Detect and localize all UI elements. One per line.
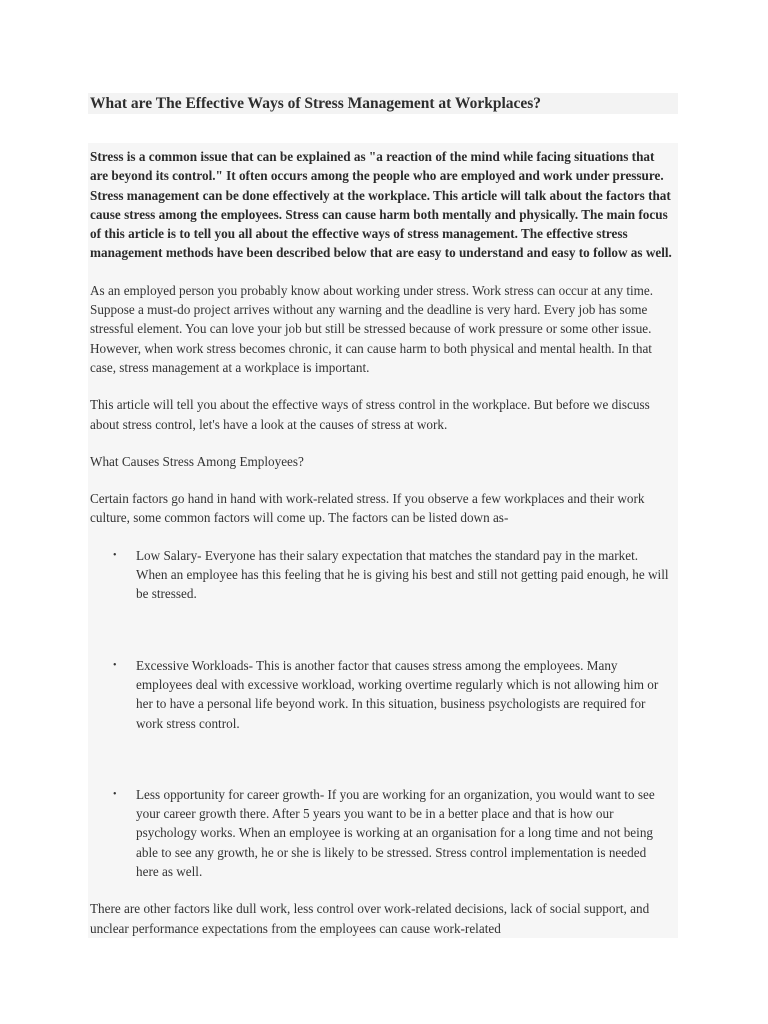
- list-item: [90, 546, 672, 604]
- bullet-icon: •: [113, 659, 117, 671]
- page-title: What are The Effective Ways of Stress Management at Workplaces?: [88, 93, 678, 114]
- paragraph-2: This article will tell you about the effective ways of stress control in the workplace. But before we discuss about stress control, let's have a look at the causes of stress at work.: [90, 397, 650, 432]
- intro-paragraph: Stress is a common issue that can be explained as "a reaction of the mind while facing situations that are beyond its control." It often occurs among the people who are employed and work under pressure. Stress management can be done effectively at the workplace. This article will talk about the factors that cause stress among the employees. Stress can cause harm both mentally and physically. The main focus of this article is to tell you all about the effective ways of stress management. The effective stress management methods have been described below that are easy to understand and easy to follow as well.: [90, 149, 672, 261]
- list-item-text: Excessive Workloads- This is another factor that causes stress among the employees. Many employees deal with excessive workload, working overtime regularly which is not allowing him or her to have a personal life beyond work. In this situation, business psychologists are required for work stress control.: [136, 657, 659, 731]
- list-item: [90, 656, 672, 733]
- paragraph-1: As an employed person you probably know about working under stress. Work stress can occur at any time. Suppose a must-do project arrives without any warning and the deadline is very hard. Every job has some stressful element. You can love your job but still be stressed because of work pressure or some other issue. However, when work stress becomes chronic, it can cause harm to both physical and mental health. In that case, stress management at a workplace is important.: [90, 282, 654, 375]
- bullet-icon: •: [113, 549, 117, 561]
- causes-list: [90, 546, 672, 882]
- list-item: [90, 785, 672, 881]
- paragraph-4: There are other factors like dull work, less control over work-related decisions, lack of social support, and unclear performance expectations from the employees can cause work-related: [90, 901, 650, 936]
- section-heading: What Causes Stress Among Employees?: [90, 453, 304, 469]
- paragraph-3: Certain factors go hand in hand with work-related stress. If you observe a few workplaces and their work culture, some common factors will come up. The factors can be listed down as-: [90, 491, 645, 526]
- bullet-icon: •: [113, 788, 117, 800]
- list-item-text: Less opportunity for career growth- If you are working for an organization, you would want to see your career growth there. After 5 years you want to be in a better place and that is how our psychology works. When an employee is working at an organisation for a long time and not being able to see any growth, he or she is likely to be stressed. Stress control implementation is needed here as well.: [136, 786, 655, 880]
- article-body: [88, 143, 678, 938]
- list-item-text: Low Salary- Everyone has their salary expectation that matches the standard pay in the market. When an employee has this feeling that he is giving his best and still not getting paid enough, he will be stressed.: [136, 547, 669, 602]
